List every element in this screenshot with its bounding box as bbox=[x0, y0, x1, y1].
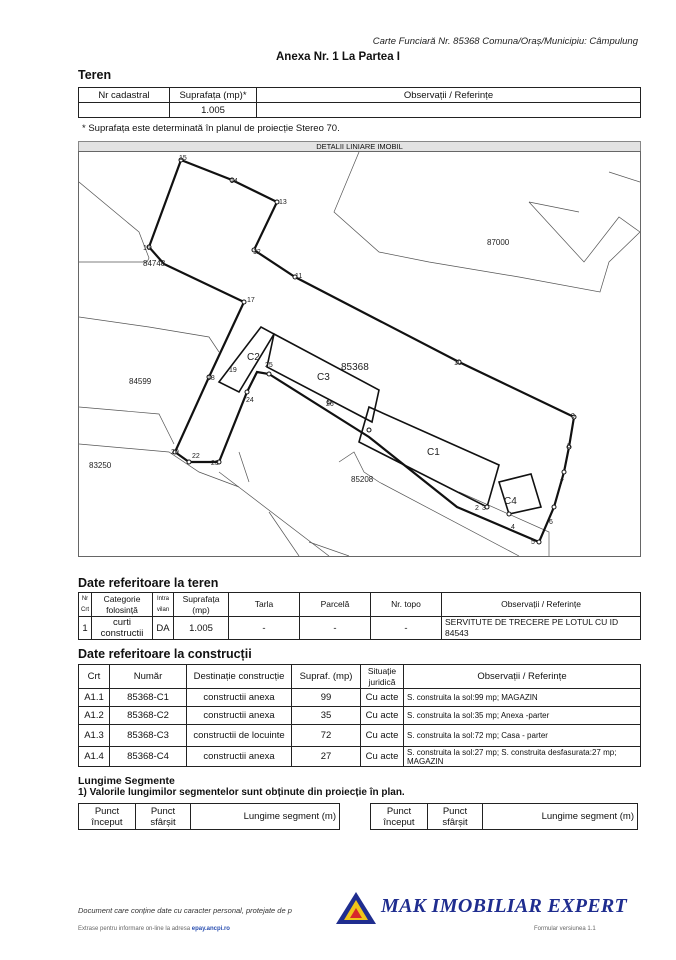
dc-cell: S. construita la sol:27 mp; S. construita desfasurata:27 mp; MAGAZIN bbox=[404, 747, 641, 767]
dc-col-supraf: Supraf. (mp) bbox=[292, 665, 361, 689]
dc-cell: S. construita la sol:99 mp; MAGAZIN bbox=[404, 689, 641, 707]
neighbour-lines bbox=[79, 152, 640, 556]
dt-cell: 1 bbox=[79, 617, 92, 640]
point-22: 22 bbox=[192, 453, 200, 460]
footer-extract bbox=[78, 926, 230, 932]
cell-nr-cadastral bbox=[79, 103, 170, 118]
cell-observatii bbox=[257, 103, 641, 118]
date-constructii-title: Date referitoare la construcții bbox=[78, 647, 252, 661]
footer-link[interactable]: epay.ancpi.ro bbox=[191, 926, 230, 932]
dt-cell: - bbox=[229, 617, 300, 640]
dc-cell: A1.1 bbox=[79, 689, 110, 707]
label-c1: C1 bbox=[427, 447, 440, 458]
seg-col-sfarsit: Punct sfârșit bbox=[428, 804, 483, 830]
dc-col-numar: Număr bbox=[110, 665, 187, 689]
dc-cell: constructii de locuinte bbox=[187, 725, 292, 747]
dt-col-intravilan: Intra vilan bbox=[153, 593, 174, 617]
table-row bbox=[79, 617, 641, 640]
dc-cell: Cu acte bbox=[361, 689, 404, 707]
dc-cell: A1.4 bbox=[79, 747, 110, 767]
dt-cell: 1.005 bbox=[174, 617, 229, 640]
dt-col-suprafata: Suprafața (mp) bbox=[174, 593, 229, 617]
segments-table-left bbox=[78, 803, 340, 830]
dc-cell: Cu acte bbox=[361, 725, 404, 747]
point-20: 20 bbox=[171, 449, 179, 456]
point-6: 6 bbox=[549, 519, 553, 526]
dt-col-categorie: Categorie folosință bbox=[92, 593, 153, 617]
map-title: DETALII LINIARE IMOBIL bbox=[78, 141, 641, 152]
label-87000: 87000 bbox=[487, 238, 510, 247]
label-83250: 83250 bbox=[89, 461, 112, 470]
label-84748: 84748 bbox=[143, 259, 166, 268]
point-3: 3 bbox=[482, 505, 486, 512]
logo-icon bbox=[334, 890, 378, 926]
point-16: 16 bbox=[143, 245, 151, 252]
parcel-labels bbox=[89, 238, 517, 507]
seg-col-lungime: Lungime segment (m) bbox=[483, 804, 638, 830]
dt-cell: - bbox=[371, 617, 442, 640]
building-c4 bbox=[499, 474, 541, 514]
point-5: 5 bbox=[531, 539, 535, 546]
buildings bbox=[219, 327, 541, 514]
dc-cell: 85368-C3 bbox=[110, 725, 187, 747]
dc-cell: Cu acte bbox=[361, 747, 404, 767]
dc-cell: 72 bbox=[292, 725, 361, 747]
table-row bbox=[79, 725, 641, 747]
footer-personal-data: Document care conține date cu caracter personal, protejate de p bbox=[78, 906, 292, 915]
seg-col-inceput: Punct început bbox=[79, 804, 136, 830]
dc-col-crt: Crt bbox=[79, 665, 110, 689]
point-markers bbox=[147, 158, 576, 544]
dc-cell: 99 bbox=[292, 689, 361, 707]
point-9: 9 bbox=[571, 413, 575, 420]
dc-cell: S. construita la sol:72 mp; Casa - parter bbox=[404, 725, 641, 747]
point-18: 18 bbox=[207, 375, 215, 382]
dc-col-situatie: Situație juridică bbox=[361, 665, 404, 689]
dc-cell: A1.3 bbox=[79, 725, 110, 747]
point-11: 11 bbox=[295, 273, 303, 280]
point-8: 8 bbox=[567, 443, 571, 450]
dt-col-observatii: Observații / Referințe bbox=[442, 593, 641, 617]
point-4: 4 bbox=[511, 524, 515, 531]
logo-text: MAK IMOBILIAR EXPERT bbox=[381, 895, 628, 917]
segments-table-right bbox=[370, 803, 638, 830]
label-84599: 84599 bbox=[129, 377, 152, 386]
dc-cell: A1.2 bbox=[79, 707, 110, 725]
label-c2: C2 bbox=[247, 352, 260, 363]
dc-col-destinatie: Destinație construcție bbox=[187, 665, 292, 689]
dt-cell: DA bbox=[153, 617, 174, 640]
point-26: 26 bbox=[326, 401, 334, 408]
point-15: 15 bbox=[179, 155, 187, 162]
point-7: 7 bbox=[560, 479, 564, 486]
point-23: 23 bbox=[211, 460, 219, 467]
point-14: 14 bbox=[230, 178, 238, 185]
seg-col-lungime: Lungime segment (m) bbox=[191, 804, 340, 830]
segments-subtitle: 1) Valorile lungimilor segmentelor sunt obținute din proiecție în plan. bbox=[78, 787, 405, 798]
dt-cell: - bbox=[300, 617, 371, 640]
label-85368: 85368 bbox=[341, 362, 369, 373]
table-row bbox=[79, 707, 641, 725]
seg-col-inceput: Punct început bbox=[371, 804, 428, 830]
point-10: 10 bbox=[454, 360, 462, 367]
table-row bbox=[79, 747, 641, 767]
dc-cell: S. construita la sol:35 mp; Anexa -parter bbox=[404, 707, 641, 725]
dc-cell: 27 bbox=[292, 747, 361, 767]
point-13: 13 bbox=[279, 199, 287, 206]
dt-col-tarla: Tarla bbox=[229, 593, 300, 617]
date-teren-title: Date referitoare la teren bbox=[78, 576, 219, 590]
parcel-boundary bbox=[149, 160, 574, 542]
date-teren-table bbox=[78, 592, 641, 640]
dt-col-nr: Nr Crt bbox=[79, 593, 92, 617]
cell-suprafata: 1.005 bbox=[170, 103, 257, 118]
dc-cell: Cu acte bbox=[361, 707, 404, 725]
col-suprafata: Suprafața (mp)* bbox=[170, 88, 257, 103]
teren-section-title: Teren bbox=[78, 68, 112, 82]
logo-triangle-icon bbox=[334, 890, 378, 926]
dc-cell: 35 bbox=[292, 707, 361, 725]
point-25: 25 bbox=[265, 362, 273, 369]
point-24: 24 bbox=[246, 397, 254, 404]
teren-table bbox=[78, 87, 641, 118]
point-2: 2 bbox=[475, 505, 479, 512]
seg-col-sfarsit: Punct sfârșit bbox=[136, 804, 191, 830]
col-nr-cadastral: Nr cadastral bbox=[79, 88, 170, 103]
label-85208: 85208 bbox=[351, 475, 374, 484]
dc-cell: 85368-C2 bbox=[110, 707, 187, 725]
dt-cell: SERVITUTE DE TRECERE PE LOTUL CU ID 84543 bbox=[442, 617, 641, 640]
point-17: 17 bbox=[247, 297, 255, 304]
label-c4: C4 bbox=[504, 496, 517, 507]
dt-col-parcela: Parcelă bbox=[300, 593, 371, 617]
dc-col-observatii: Observații / Referințe bbox=[404, 665, 641, 689]
dt-col-nrtopo: Nr. topo bbox=[371, 593, 442, 617]
dc-cell: constructii anexa bbox=[187, 707, 292, 725]
table-row bbox=[79, 689, 641, 707]
footer-extract-text: Extrase pentru informare on-line la adresa bbox=[78, 926, 191, 932]
document-header: Carte Funciară Nr. 85368 Comuna/Oraș/Municipiu: Câmpulung bbox=[372, 36, 638, 47]
annex-title: Anexa Nr. 1 La Partea I bbox=[275, 51, 400, 63]
dt-cell: curti constructii bbox=[92, 617, 153, 640]
col-observatii: Observații / Referințe bbox=[257, 88, 641, 103]
point-labels bbox=[143, 155, 575, 546]
dc-cell: constructii anexa bbox=[187, 689, 292, 707]
parcel-map bbox=[78, 151, 641, 557]
dc-cell: 85368-C4 bbox=[110, 747, 187, 767]
point-19: 19 bbox=[229, 367, 237, 374]
parcel-map-drawing bbox=[79, 152, 640, 556]
point-12: 12 bbox=[253, 249, 261, 256]
teren-note: * Suprafața este determinată în planul de proiecție Stereo 70. bbox=[82, 123, 340, 134]
label-c3: C3 bbox=[317, 372, 330, 383]
date-constructii-table bbox=[78, 664, 641, 767]
footer-form-version: Formular versiunea 1.1 bbox=[534, 926, 596, 932]
dc-cell: constructii anexa bbox=[187, 747, 292, 767]
segments-title: Lungime Segmente bbox=[78, 775, 175, 787]
dc-cell: 85368-C1 bbox=[110, 689, 187, 707]
